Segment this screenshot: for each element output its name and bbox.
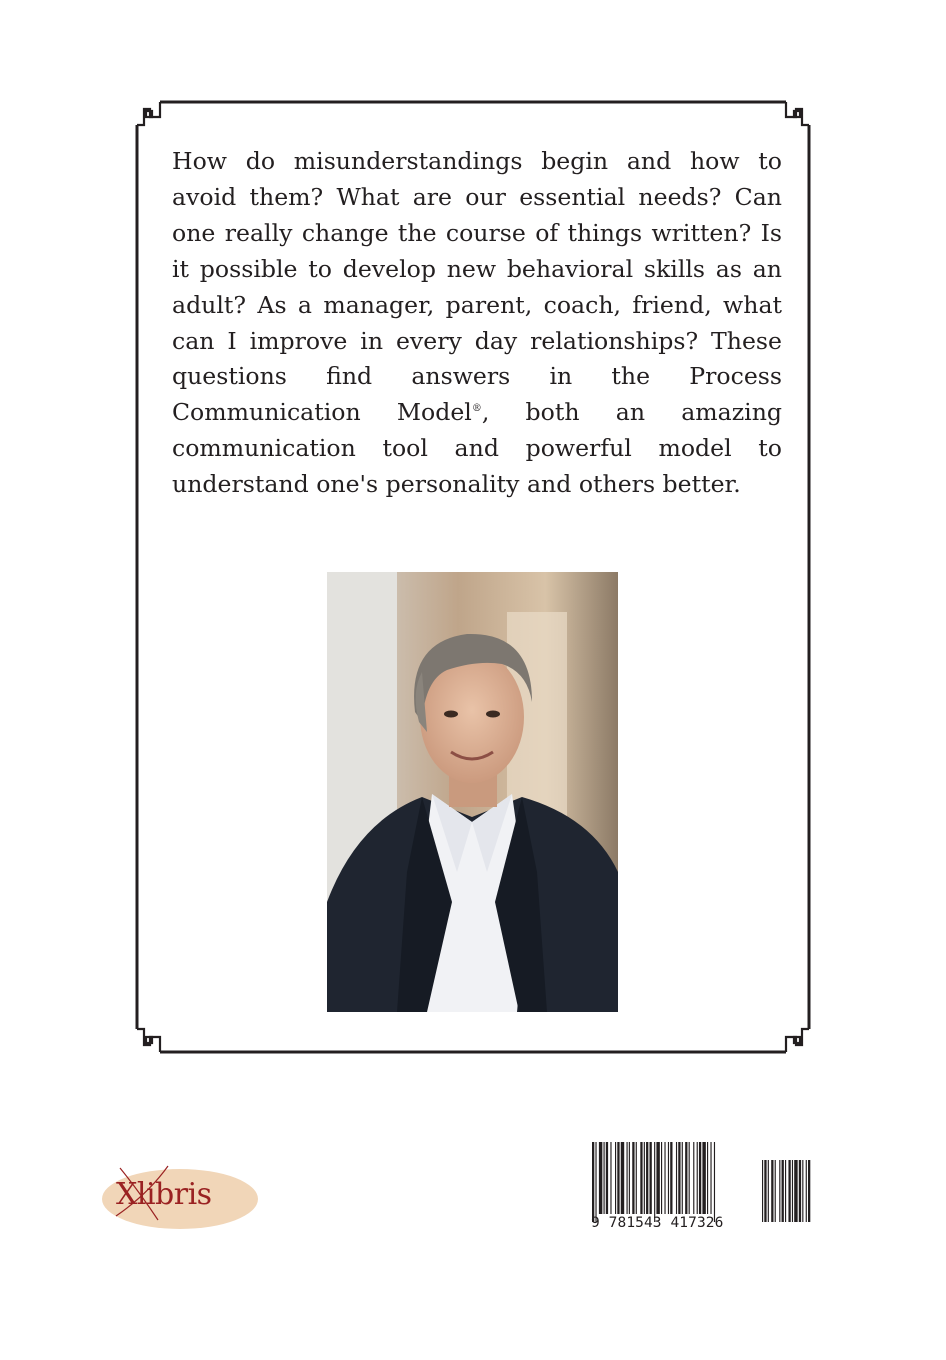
blurb-line: manager, parent, coach, friend, what can I improve in: [172, 290, 782, 355]
blurb-line: understand one's personality and others better.: [172, 470, 741, 499]
blurb-line: in the Process Communication Model®, both an: [172, 362, 782, 427]
back-cover-blurb: [172, 144, 782, 503]
ean-number: 9 781543 417326: [591, 1215, 724, 1231]
blurb-line: How do misunderstandings begin and how to avoid: [172, 147, 782, 211]
blurb-line: change the course of things written? Is it possible: [172, 218, 783, 283]
blurb-line: them? What are our essential needs? Can one really: [172, 182, 782, 247]
blurb-line: every day relationships? These questions find answers: [172, 326, 782, 391]
blurb-line: to develop new behavioral skills as an adult? As a: [172, 254, 783, 319]
publisher-name: Xlibris: [116, 1177, 212, 1212]
author-portrait-icon: [327, 572, 618, 1012]
blurb-line: amazing communication tool and powerful model to: [172, 398, 783, 463]
author-photo: [327, 572, 618, 1012]
registered-mark: ®: [471, 403, 482, 415]
